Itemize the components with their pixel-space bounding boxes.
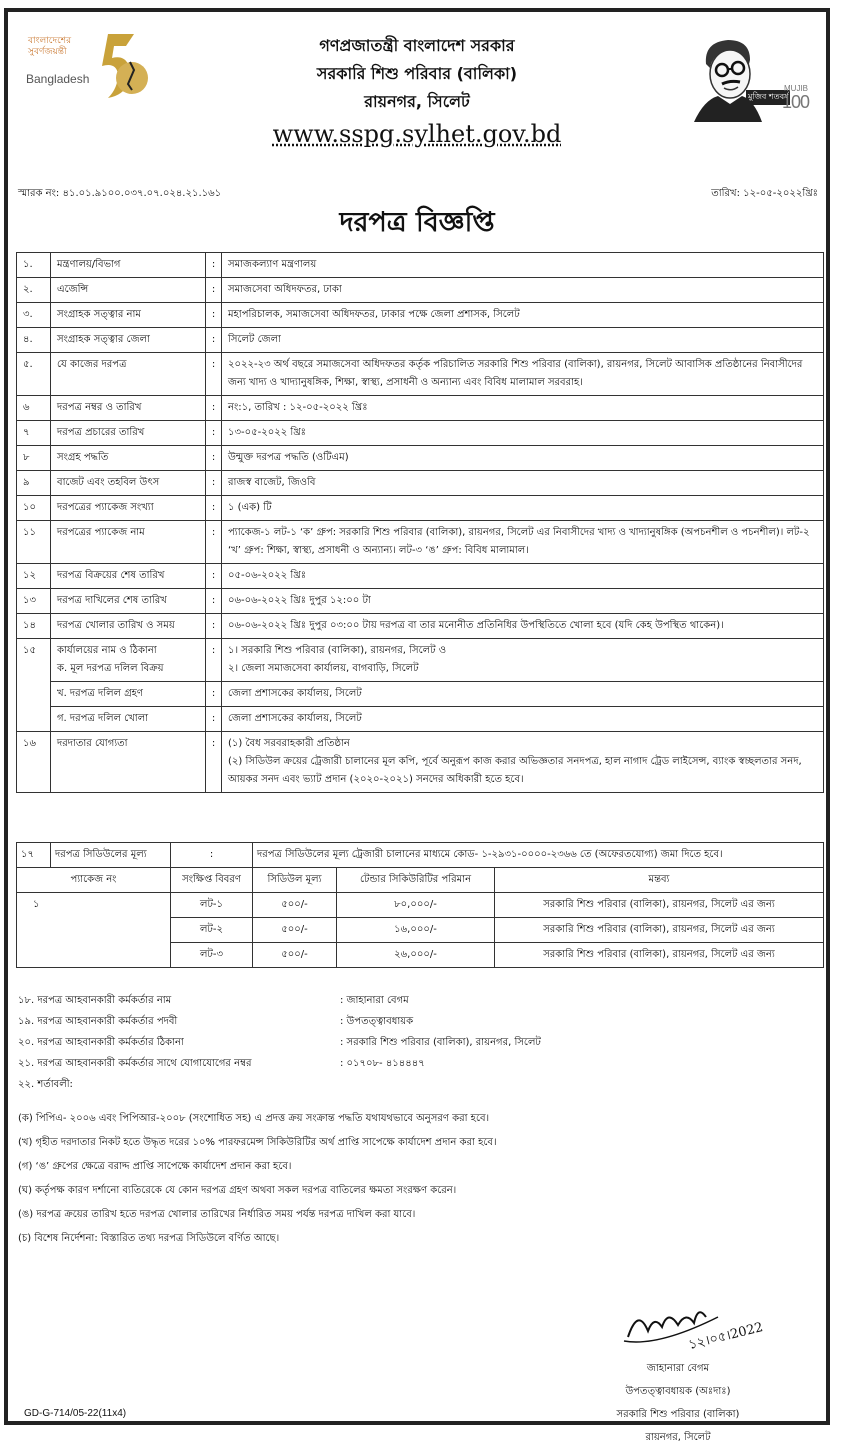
row-colon: : (206, 496, 222, 521)
schedule-value: দরপত্র সিডিউলের মূল্য ট্রেজারী চালানের মাধ্যমে কোড- ১-২৯৩১-০০০০-২৩৬৬ তে (অফেরতযোগ্য) জমা দিতে হবে। (253, 843, 824, 868)
row-number: ২. (17, 278, 51, 303)
table-row (17, 521, 824, 564)
terms-title: ২২. শর্তাবলী: (18, 1079, 73, 1090)
row-colon: : (206, 732, 222, 793)
schedule-label: দরপত্র সিডিউলের মূল্য (51, 843, 171, 868)
row-number: ১৩ (17, 589, 51, 614)
col-header-security: টেন্ডার সিকিউরিটির পরিমান (337, 868, 495, 893)
officer-info (18, 990, 818, 1095)
row-colon: : (206, 639, 222, 682)
row-label: দরপত্র নম্বর ও তারিখ (51, 396, 206, 421)
row-label: দরপত্রের প্যাকেজ সংখ্যা (51, 496, 206, 521)
table-row (17, 893, 824, 918)
row-number: ১০ (17, 496, 51, 521)
row-value: সমাজকল্যাণ মন্ত্রণালয় (222, 253, 824, 278)
row-value: জেলা প্রশাসকের কার্যালয়, সিলেট (222, 682, 824, 707)
row-number: ৪. (17, 328, 51, 353)
row-colon: : (206, 471, 222, 496)
schedule-header-row (17, 843, 824, 868)
table-row (17, 682, 824, 707)
info-row (18, 1011, 818, 1032)
notice-frame (4, 8, 830, 1443)
row-label: সংগ্রাহক সত্ত্বার জেলা (51, 328, 206, 353)
row-colon: : (206, 303, 222, 328)
row-label: দরপত্র খোলার তারিখ ও সময় (51, 614, 206, 639)
row-value: ০৬-০৬-২০২২ খ্রিঃ দুপুর ০৩:০০ টায় দরপত্র বা তার মনোনীত প্রতিনিধির উপস্থিতিতে খোলা হবে (যদি কেহ উপস্থিত থাকেন)। (222, 614, 824, 639)
institution-location: রায়নগর, সিলেট (364, 92, 470, 111)
lot-name: লট-৩ (171, 943, 253, 968)
row-label: বাজেট এবং তহবিল উৎস (51, 471, 206, 496)
row-value-line: (২) সিডিউল ক্রয়ের ট্রেজারী চালানের মূল কপি, পূর্বে অনুরূপ কাজ করার অভিজ্ঞতার সনদপত্র, হাল নাগাদ ট্রেড লাইসেন্স, ব্যাংক স্বচ্ছলতার সনদ, আয়কর সনদ এবং ভ্যাট প্রদান (২০২০-২০২১) সনদের অধিকারী হতে হবে। (228, 756, 802, 785)
info-label: ২০. দরপত্র আহবানকারী কর্মকর্তার ঠিকানা (18, 1037, 184, 1048)
row-number: ১৫ (17, 639, 51, 732)
row-label-line: ক. মূল দরপত্র দলিল বিক্রয় (57, 663, 164, 674)
row-value: ০৬-০৬-২০২২ খ্রিঃ দুপুর ১২:০০ টা (222, 589, 824, 614)
term-item: (ঘ) কর্তৃপক্ষ কারণ দর্শানো ব্যতিরেকে যে কোন দরপত্র গ্রহণ অথবা সকল দরপত্র বাতিলের ক্ষমতা সংরক্ষণ করেন। (18, 1185, 457, 1196)
info-row (18, 1032, 818, 1053)
row-value: সিলেট জেলা (222, 328, 824, 353)
row-value: মহাপরিচালক, সমাজসেবা অধিদফতর, ঢাকার পক্ষে জেলা প্রশাসক, সিলেট (222, 303, 824, 328)
row-colon: : (206, 614, 222, 639)
lot-security: ২৬,০০০/- (337, 943, 495, 968)
table-row (17, 732, 824, 793)
signatory-location: রায়নগর, সিলেট (645, 1432, 711, 1443)
row-number: ১২ (17, 564, 51, 589)
info-value: : ০১৭০৮- ৪১৪৪৪৭ (340, 1058, 425, 1069)
info-row (18, 990, 818, 1011)
row-label: খ. দরপত্র দলিল গ্রহণ (51, 682, 206, 707)
row-value: ১ (এক) টি (222, 496, 824, 521)
row-number: ১৬ (17, 732, 51, 793)
table-row (17, 471, 824, 496)
table-row (17, 707, 824, 732)
row-label: এজেন্সি (51, 278, 206, 303)
table-row (17, 253, 824, 278)
table-row (17, 564, 824, 589)
info-label: ১৮. দরপত্র আহবানকারী কর্মকর্তার নাম (18, 995, 172, 1006)
row-number: ৬ (17, 396, 51, 421)
row-number: ৮ (17, 446, 51, 471)
row-label: যে কাজের দরপত্র (51, 353, 206, 396)
table-row (17, 614, 824, 639)
mujib-en-text: MUJIB (784, 84, 808, 93)
row-label-line: কার্যালয়ের নাম ও ঠিকানা (57, 645, 157, 656)
row-value: নং:১, তারিখ : ১২-০৫-২০২২ খ্রিঃ (222, 396, 824, 421)
table-row (17, 328, 824, 353)
signatory-office: সরকারি শিশু পরিবার (বালিকা) (616, 1409, 740, 1420)
row-value: জেলা প্রশাসকের কার্যালয়, সিলেট (222, 707, 824, 732)
info-label: ১৯. দরপত্র আহবানকারী কর্মকর্তার পদবী (18, 1016, 178, 1027)
lot-security: ১৬,০০০/- (337, 918, 495, 943)
website-link[interactable]: www.sspg.sylhet.gov.bd (272, 120, 562, 148)
signatory-designation: উপতত্ত্বাবধায়ক (অঃদাঃ) (625, 1386, 731, 1397)
row-value-line: (১) বৈধ সরবরাহকারী প্রতিষ্ঠান (228, 738, 350, 749)
row-number: ৩. (17, 303, 51, 328)
info-label: ২১. দরপত্র আহবানকারী কর্মকর্তার সাথে যোগাযোগের নম্বর (18, 1058, 252, 1069)
row-label: মন্ত্রণালয়/বিভাগ (51, 253, 206, 278)
schedule-table (16, 842, 824, 968)
lot-security: ৮০,০০০/- (337, 893, 495, 918)
lot-remark: সরকারি শিশু পরিবার (বালিকা), রায়নগর, সিলেট এর জন্য (495, 893, 824, 918)
table-row (17, 496, 824, 521)
term-item: (ঙ) দরপত্র ক্রয়ের তারিখ হতে দরপত্র খোলার তারিখের নির্ধারিত সময় পর্যন্ত দরপত্র দাখিল করা যাবে। (18, 1209, 416, 1220)
institution-name: সরকারি শিশু পরিবার (বালিকা) (316, 64, 518, 83)
lot-remark: সরকারি শিশু পরিবার (বালিকা), রায়নগর, সিলেট এর জন্য (495, 943, 824, 968)
row-value: রাজস্ব বাজেট, জিওবি (222, 471, 824, 496)
row-number: ৫. (17, 353, 51, 396)
col-header-package: প্যাকেজ নং (17, 868, 171, 893)
memo-number: স্মারক নং: ৪১.০১.৯১০০.০৩৭.০৭.০২৪.২১.১৬১ (18, 188, 222, 199)
row-label (51, 639, 206, 682)
table-row (17, 353, 824, 396)
row-value: ০৫-০৬-২০২২ খ্রিঃ (222, 564, 824, 589)
row-value-line: ২। জেলা সমাজসেবা কার্যালয়, বাগবাড়ি, সিলেট (228, 663, 419, 674)
row-number: ১৪ (17, 614, 51, 639)
handwritten-signature (568, 1297, 788, 1357)
col-header-remark: মন্তব্য (495, 868, 824, 893)
lot-price: ৫০০/- (253, 943, 337, 968)
row-label: গ. দরপত্র দলিল খোলা (51, 707, 206, 732)
table-row (17, 421, 824, 446)
tender-details-table (16, 252, 824, 793)
table-row (17, 639, 824, 682)
row-value (222, 732, 824, 793)
notice-date: তারিখ: ১২-০৫-২০২২খ্রিঃ (711, 188, 818, 199)
mujib-bn-text: মুজিব শতবর্ষ (746, 90, 790, 105)
table-row (17, 278, 824, 303)
lot-name: লট-২ (171, 918, 253, 943)
row-colon: : (206, 446, 222, 471)
info-row (18, 1053, 818, 1074)
row-value: ২০২২-২৩ অর্থ বছরে সমাজসেবা অধিদফতর কর্তৃক পরিচালিত সরকারি শিশু পরিবার (বালিকা), রায়নগর, সিলেট আবাসিক প্রতিষ্ঠানের নিবাসীদের জন্য খাদ্য ও খাদ্যানুষঙ্গিক, শিক্ষা, স্বাস্থ্য, প্রসাধনী ও অন্যান্য এবং বিবিধ মালামাল সরবরাহ। (222, 353, 824, 396)
row-colon: : (206, 353, 222, 396)
row-value-line: ১। সরকারি শিশু পরিবার (বালিকা), রায়নগর, সিলেট ও (228, 645, 447, 656)
table-row (17, 589, 824, 614)
row-label: দরপত্রের প্যাকেজ নাম (51, 521, 206, 564)
row-number: ৭ (17, 421, 51, 446)
table-row (17, 446, 824, 471)
term-item: (চ) বিশেষ নির্দেশনা: বিস্তারিত তথ্য দরপত্র সিডিউলে বর্ণিত আছে। (18, 1233, 280, 1244)
col-header-price: সিডিউল মূল্য (253, 868, 337, 893)
row-number: ১. (17, 253, 51, 278)
row-colon: : (206, 421, 222, 446)
signatory-name: জাহানারা বেগম (646, 1363, 710, 1374)
info-value: : সরকারি শিশু পরিবার (বালিকা), রায়নগর, সিলেট (340, 1037, 541, 1048)
row-colon: : (206, 328, 222, 353)
info-value: : জাহানারা বেগম (340, 995, 409, 1006)
header (8, 32, 826, 150)
row-colon: : (206, 278, 222, 303)
footer-code: GD-G-714/05-22(11x4) (24, 1408, 127, 1419)
signature-date: ১২।০৫।2022 (687, 1320, 765, 1354)
table-row (17, 303, 824, 328)
row-number: ১১ (17, 521, 51, 564)
info-value: : উপতত্ত্বাবধায়ক (340, 1016, 414, 1027)
row-value: প্যাকেজ-১ লট-১ ‘ক’ গ্রুপ: সরকারি শিশু পরিবার (বালিকা), রায়নগর, সিলেট এর নিবাসীদের খাদ্য ও খাদ্যানুষঙ্গিক (অপচনশীল ও পচনশীল)। লট-২ ‘খ’ গ্রুপ: শিক্ষা, স্বাস্থ্য, প্রসাধনী ও অন্যান্য। লট-৩ ‘ঙ’ গ্রুপ: বিবিধ মালামাল। (222, 521, 824, 564)
term-item: (গ) ‘ঙ’ গ্রুপের ক্ষেত্রে বরাদ্দ প্রাপ্তি সাপেক্ষে কার্যাদেশ প্রদান করা হবে। (18, 1161, 292, 1172)
golden-jubilee-bn-text: বাংলাদেশের সুবর্ণজয়ন্তী (28, 36, 72, 57)
row-value (222, 639, 824, 682)
golden-jubilee-en-text: Bangladesh (26, 72, 90, 86)
lot-price: ৫০০/- (253, 918, 337, 943)
row-value: উন্মুক্ত দরপত্র পদ্ধতি (ওটিএম) (222, 446, 824, 471)
row-number: ৯ (17, 471, 51, 496)
row-colon: : (206, 521, 222, 564)
row-value: ১৩-০৫-২০২২ খ্রিঃ (222, 421, 824, 446)
row-label: দরপত্র দাখিলের শেষ তারিখ (51, 589, 206, 614)
lot-name: লট-১ (171, 893, 253, 918)
row-label: দরপত্র প্রচারের তারিখ (51, 421, 206, 446)
row-label: সংগ্রাহক সত্ত্বার নাম (51, 303, 206, 328)
row-value: সমাজসেবা অধিদফতর, ঢাকা (222, 278, 824, 303)
col-header-description: সংক্ষিপ্ত বিবরণ (171, 868, 253, 893)
signature-block (568, 1297, 788, 1444)
row-label: সংগ্রহ পদ্ধতি (51, 446, 206, 471)
lot-price: ৫০০/- (253, 893, 337, 918)
lot-remark: সরকারি শিশু পরিবার (বালিকা), রায়নগর, সিলেট এর জন্য (495, 918, 824, 943)
govt-name: গণপ্রজাতন্ত্রী বাংলাদেশ সরকার (319, 36, 515, 55)
row-colon: : (206, 396, 222, 421)
terms-list (18, 1107, 818, 1251)
row-colon: : (206, 253, 222, 278)
mujib-100-text: 100 (782, 92, 810, 112)
table-row (17, 396, 824, 421)
row-colon: : (206, 682, 222, 707)
schedule-colon: : (171, 843, 253, 868)
package-number: ১ (17, 893, 171, 968)
schedule-num: ১৭ (17, 843, 51, 868)
row-colon: : (206, 589, 222, 614)
term-item: (খ) গৃহীত দরদাতার নিকট হতে উদ্ধৃত দরের ১০% পারফরমেন্স সিকিউরিটির অর্থ প্রাপ্তি সাপেক্ষে কার্যাদেশ প্রদান করা হবে। (18, 1137, 497, 1148)
schedule-column-headers (17, 868, 824, 893)
page-title: দরপত্র বিজ্ঞপ্তি (339, 207, 495, 238)
term-item: (ক) পিপিএ- ২০০৬ এবং পিপিআর-২০০৮ (সংশোধিত সহ) এ প্রদত্ত ক্রয় সংক্রান্ত পদ্ধতি যথাযথভাবে অনুসরণ করা হবে। (18, 1113, 490, 1124)
row-label: দরদাতার যোগ্যতা (51, 732, 206, 793)
row-colon: : (206, 707, 222, 732)
row-colon: : (206, 564, 222, 589)
row-label: দরপত্র বিক্রয়ের শেষ তারিখ (51, 564, 206, 589)
